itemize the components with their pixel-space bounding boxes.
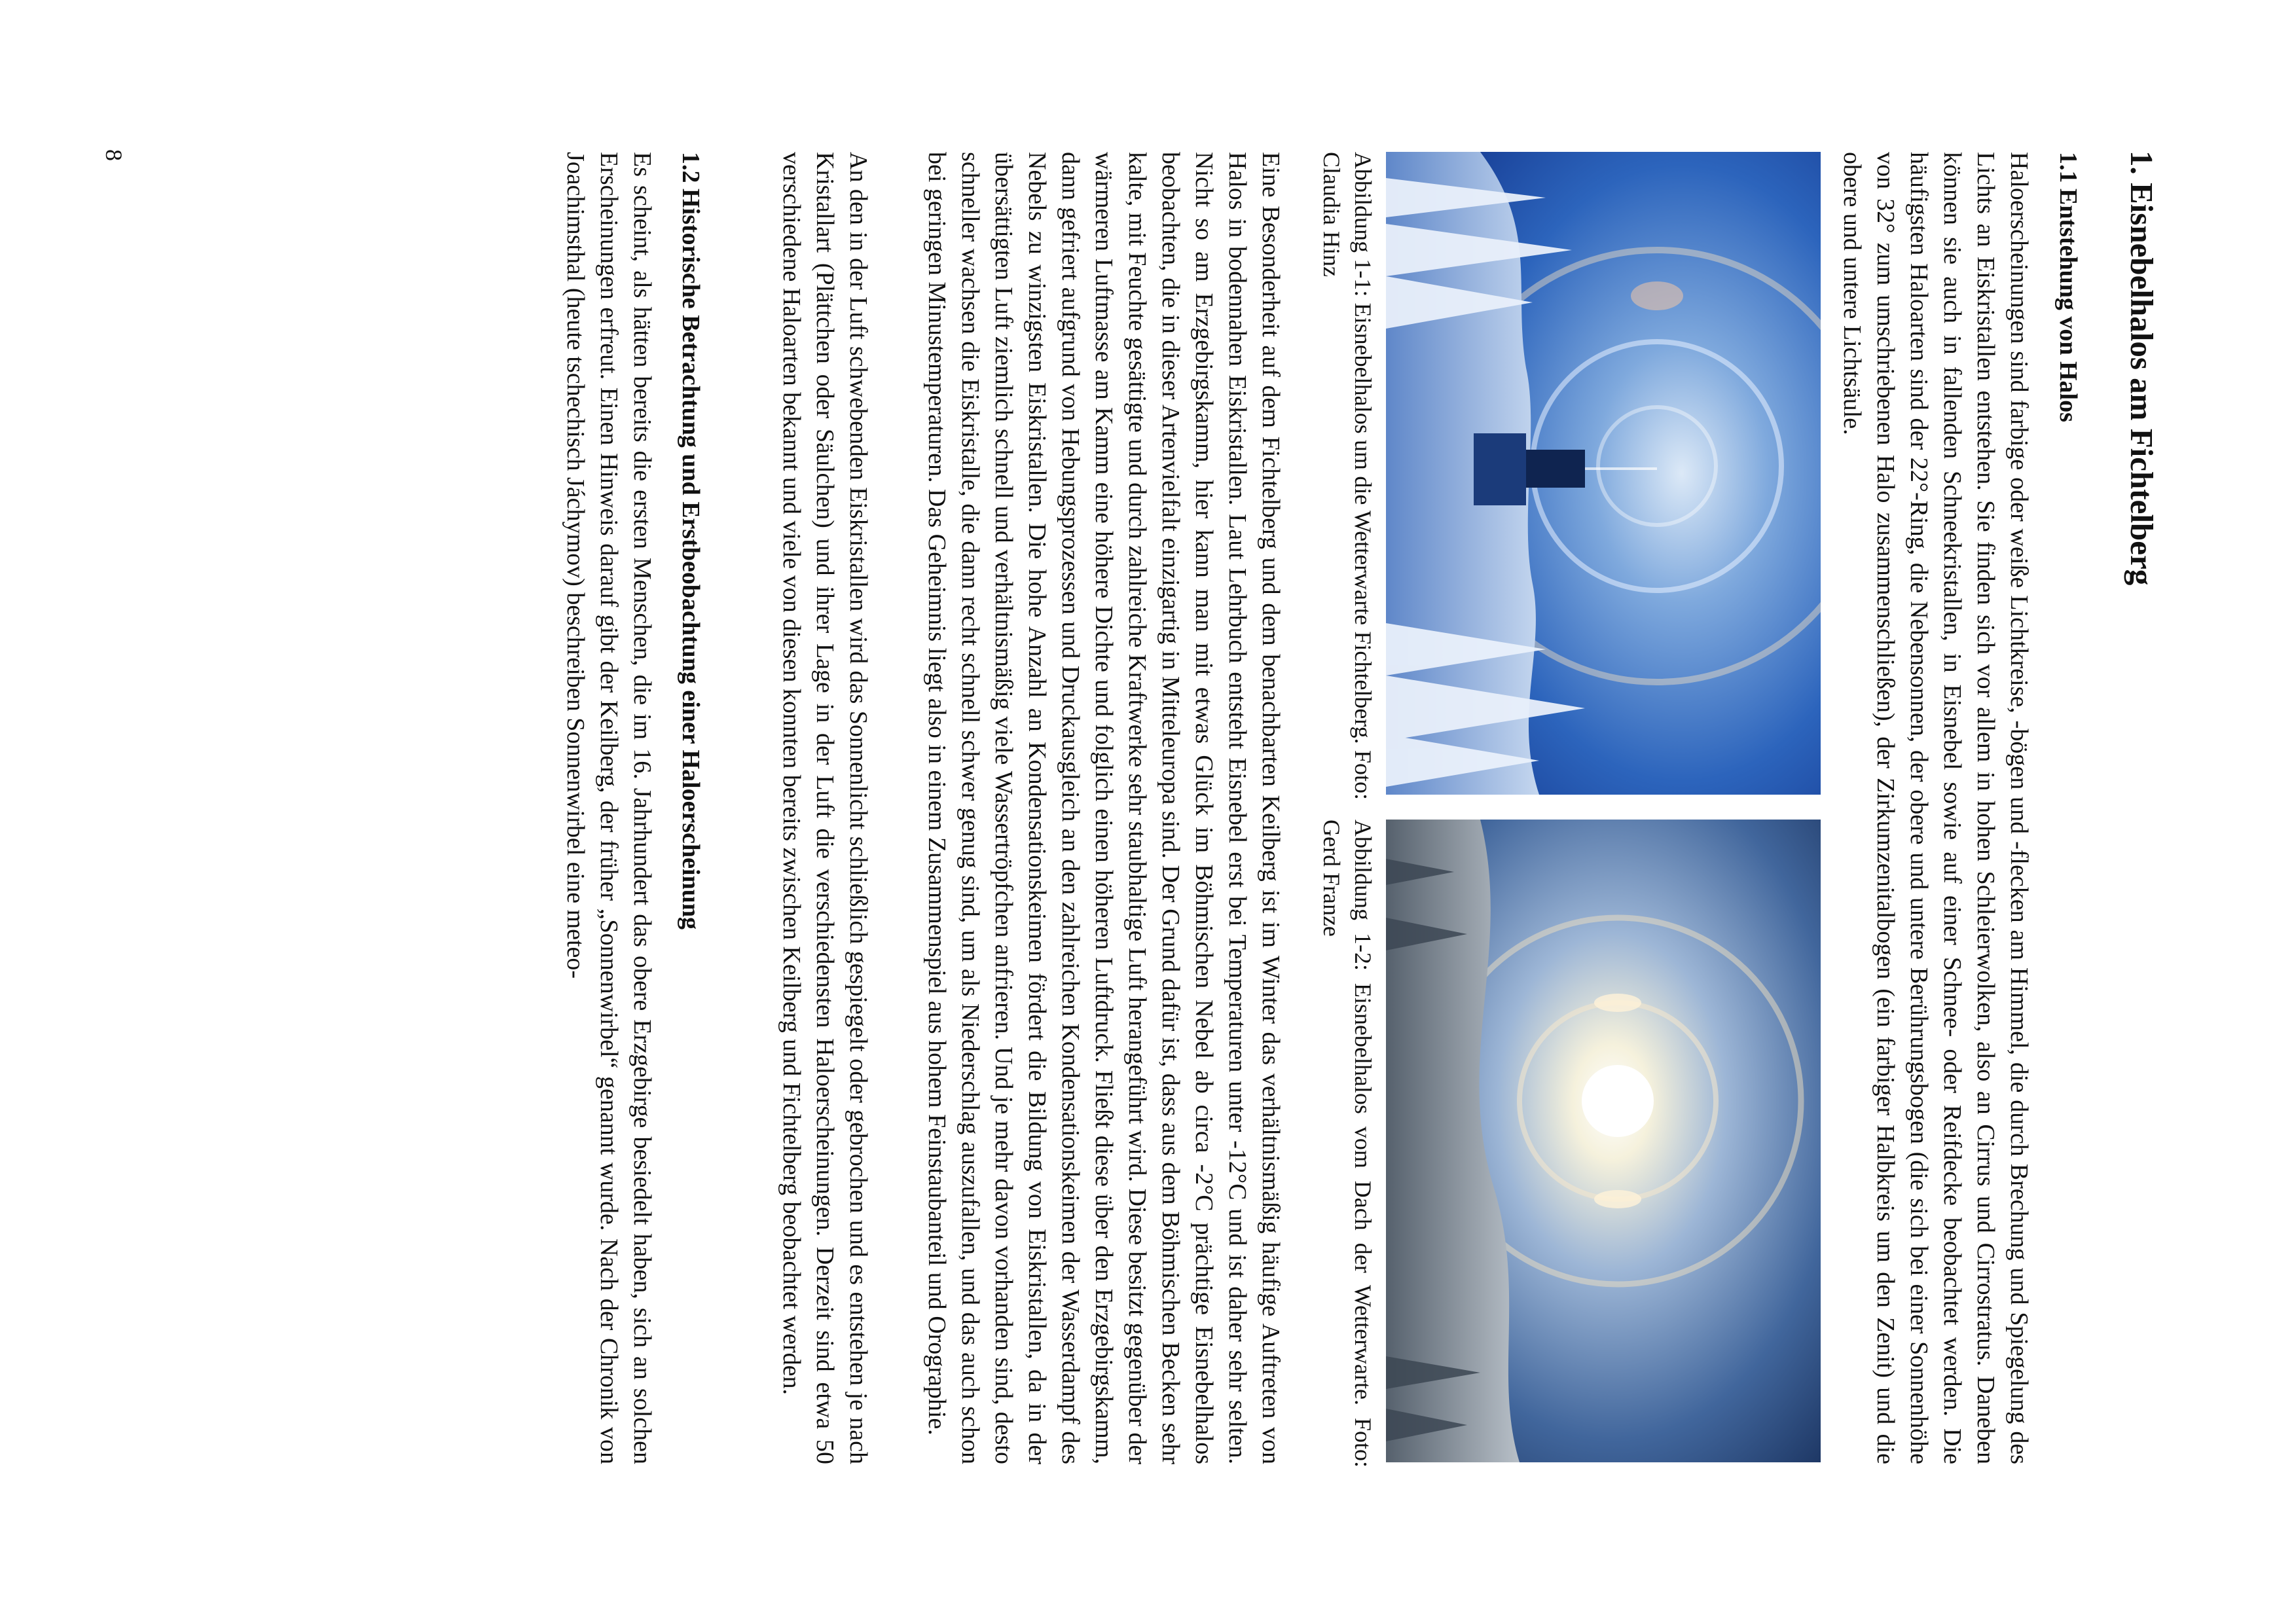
page-number: 8 — [101, 149, 127, 161]
section-title: Historische Betrachtung und Erstbeobachtung einer Haloerscheinung — [677, 189, 704, 929]
section-title: Entstehung von Halos — [2054, 189, 2082, 422]
paragraph-halo-intro — [1835, 152, 2035, 1464]
section-number: 1.2 — [677, 152, 704, 183]
chapter-title: 1. Eisnebelhalos am Fichtelberg — [2124, 151, 2160, 586]
section-heading-1-2 — [676, 152, 705, 929]
paragraph-historie — [558, 152, 659, 1464]
paragraph-text: Eine Besonderheit auf dem Fichtelberg und dem benachbarten Keilberg ist im Winter das verhältnismäßig häufige Auftreten von Halos in bodennahen Eiskristallen. Laut Lehrbuch entsteht Eisnebel erst bei Temperaturen unter -12°C und ist daher sehr selten. Nicht so am Erzgebirgskamm, hier kann man mit etwas Glück im Böhmischen Nebel ab circa -2°C prächtige Eisnebelhalos beobachten, die in dieser Artenvielfalt einzigartig in Mitteleuropa sind. Der Grund dafür ist, dass aus dem Böhmischen Becken sehr kalte, mit Feuchte gesättigte und durch zahlreiche Kraftwerke sehr staubhaltige Luft herangeführt wird. Diese besitzt gegenüber der wärmeren Luftmasse am Kamm eine höhere Dichte und folglich einen höheren Luftdruck. Fließt diese über den Erzgebirgskamm, dann gefriert aufgrund von Hebungsprozessen und Druckausgleich an den zahlreichen Kondensationskeimen der Wasserdampf des Nebels zu winzigsten Eiskristallen. Die hohe Anzahl an Kondensationskeimen fördert die Bildung von Eiskristallen, da in der übersättigten Luft ziemlich schnell und verhältnismäßig viele Wassertröpfchen anfrieren. Und je mehr davon vorhanden sind, desto schneller wachsen die Eiskristalle, die dann recht schnell schwer genug sind, um als Niederschlag auszufallen, und das auch schon bei geringen Minustemperaturen. Das Geheimnis liegt also in einem Zusammenspiel aus hohem Feinstaubanteil und Orographie. — [923, 152, 1284, 1464]
paragraph-text: An den in der Luft schwebenden Eiskristallen wird das Sonnenlicht schließlich gespiegelt oder gebrochen und es entstehen je nach Kristallart (Plättchen oder Säulchen) und ihrer Lage in der Luft die verschiedensten Haloerscheinungen. Derzeit sind etwa 50 verschiedene Haloarten bekannt und viele von diesen konnten bereits zwischen Keilberg und Fichtelberg beobachtet werden. — [778, 152, 872, 1464]
section-number: 1.1 — [2054, 152, 2082, 183]
paragraph-text: Haloerscheinungen sind farbige oder weiße Lichtkreise, -bögen und -flecken am Himmel, die durch Brechung und Spiegelung des Lichts an Eiskristallen entstehen. Sie finden sich vor allem in hohen Schleierwolken, also an Cirrus und Cirrostratus. Daneben können sie auch in fallenden Schneekristallen, in Eisnebel sowie auf einer Schnee- oder Reifdecke beobachtet werden. Die häufigsten Haloarten sind der 22°-Ring, die Nebensonnen, der obere und untere Berührungsbogen (die sich bei einer Sonnenhöhe von 32° zum umschriebenen Halo zusammenschließen), der Zirkumzenitalbogen (ein farbiger Halbkreis um den Zenit) und die obere und untere Lichtsäule. — [1838, 152, 2033, 1464]
figure-1-1-photo — [1386, 152, 1821, 795]
paragraph-text: Es scheint, als hätten bereits die ersten Menschen, die im 16. Jahrhundert das obere Erzgebirge besiedelt haben, sich an solchen Erscheinungen erfreut. Einen Hinweis darauf gibt der Keilberg, der früher „Sonnenwirbel“ genannt wurde. Nach der Chronik von Joachimsthal (heute tschechisch Jáchymov) beschreiben Sonnenwirbel eine meteo- — [562, 152, 656, 1464]
figure-1-2-photo — [1386, 820, 1821, 1462]
figure-1-1-caption: Abbildung 1-1: Eisnebelhalos um die Wetterwarte Fichtelberg. Foto: Claudia Hinz — [1319, 152, 1376, 800]
paragraph-eisnebel — [920, 152, 1287, 1464]
paragraph-eiskristalle — [774, 152, 875, 1464]
section-heading-1-1 — [2054, 152, 2083, 422]
figure-1-2-caption: Abbildung 1-2: Eisnebelhalos vom Dach der Wetterwarte. Foto: Gerd Franze — [1319, 820, 1376, 1468]
